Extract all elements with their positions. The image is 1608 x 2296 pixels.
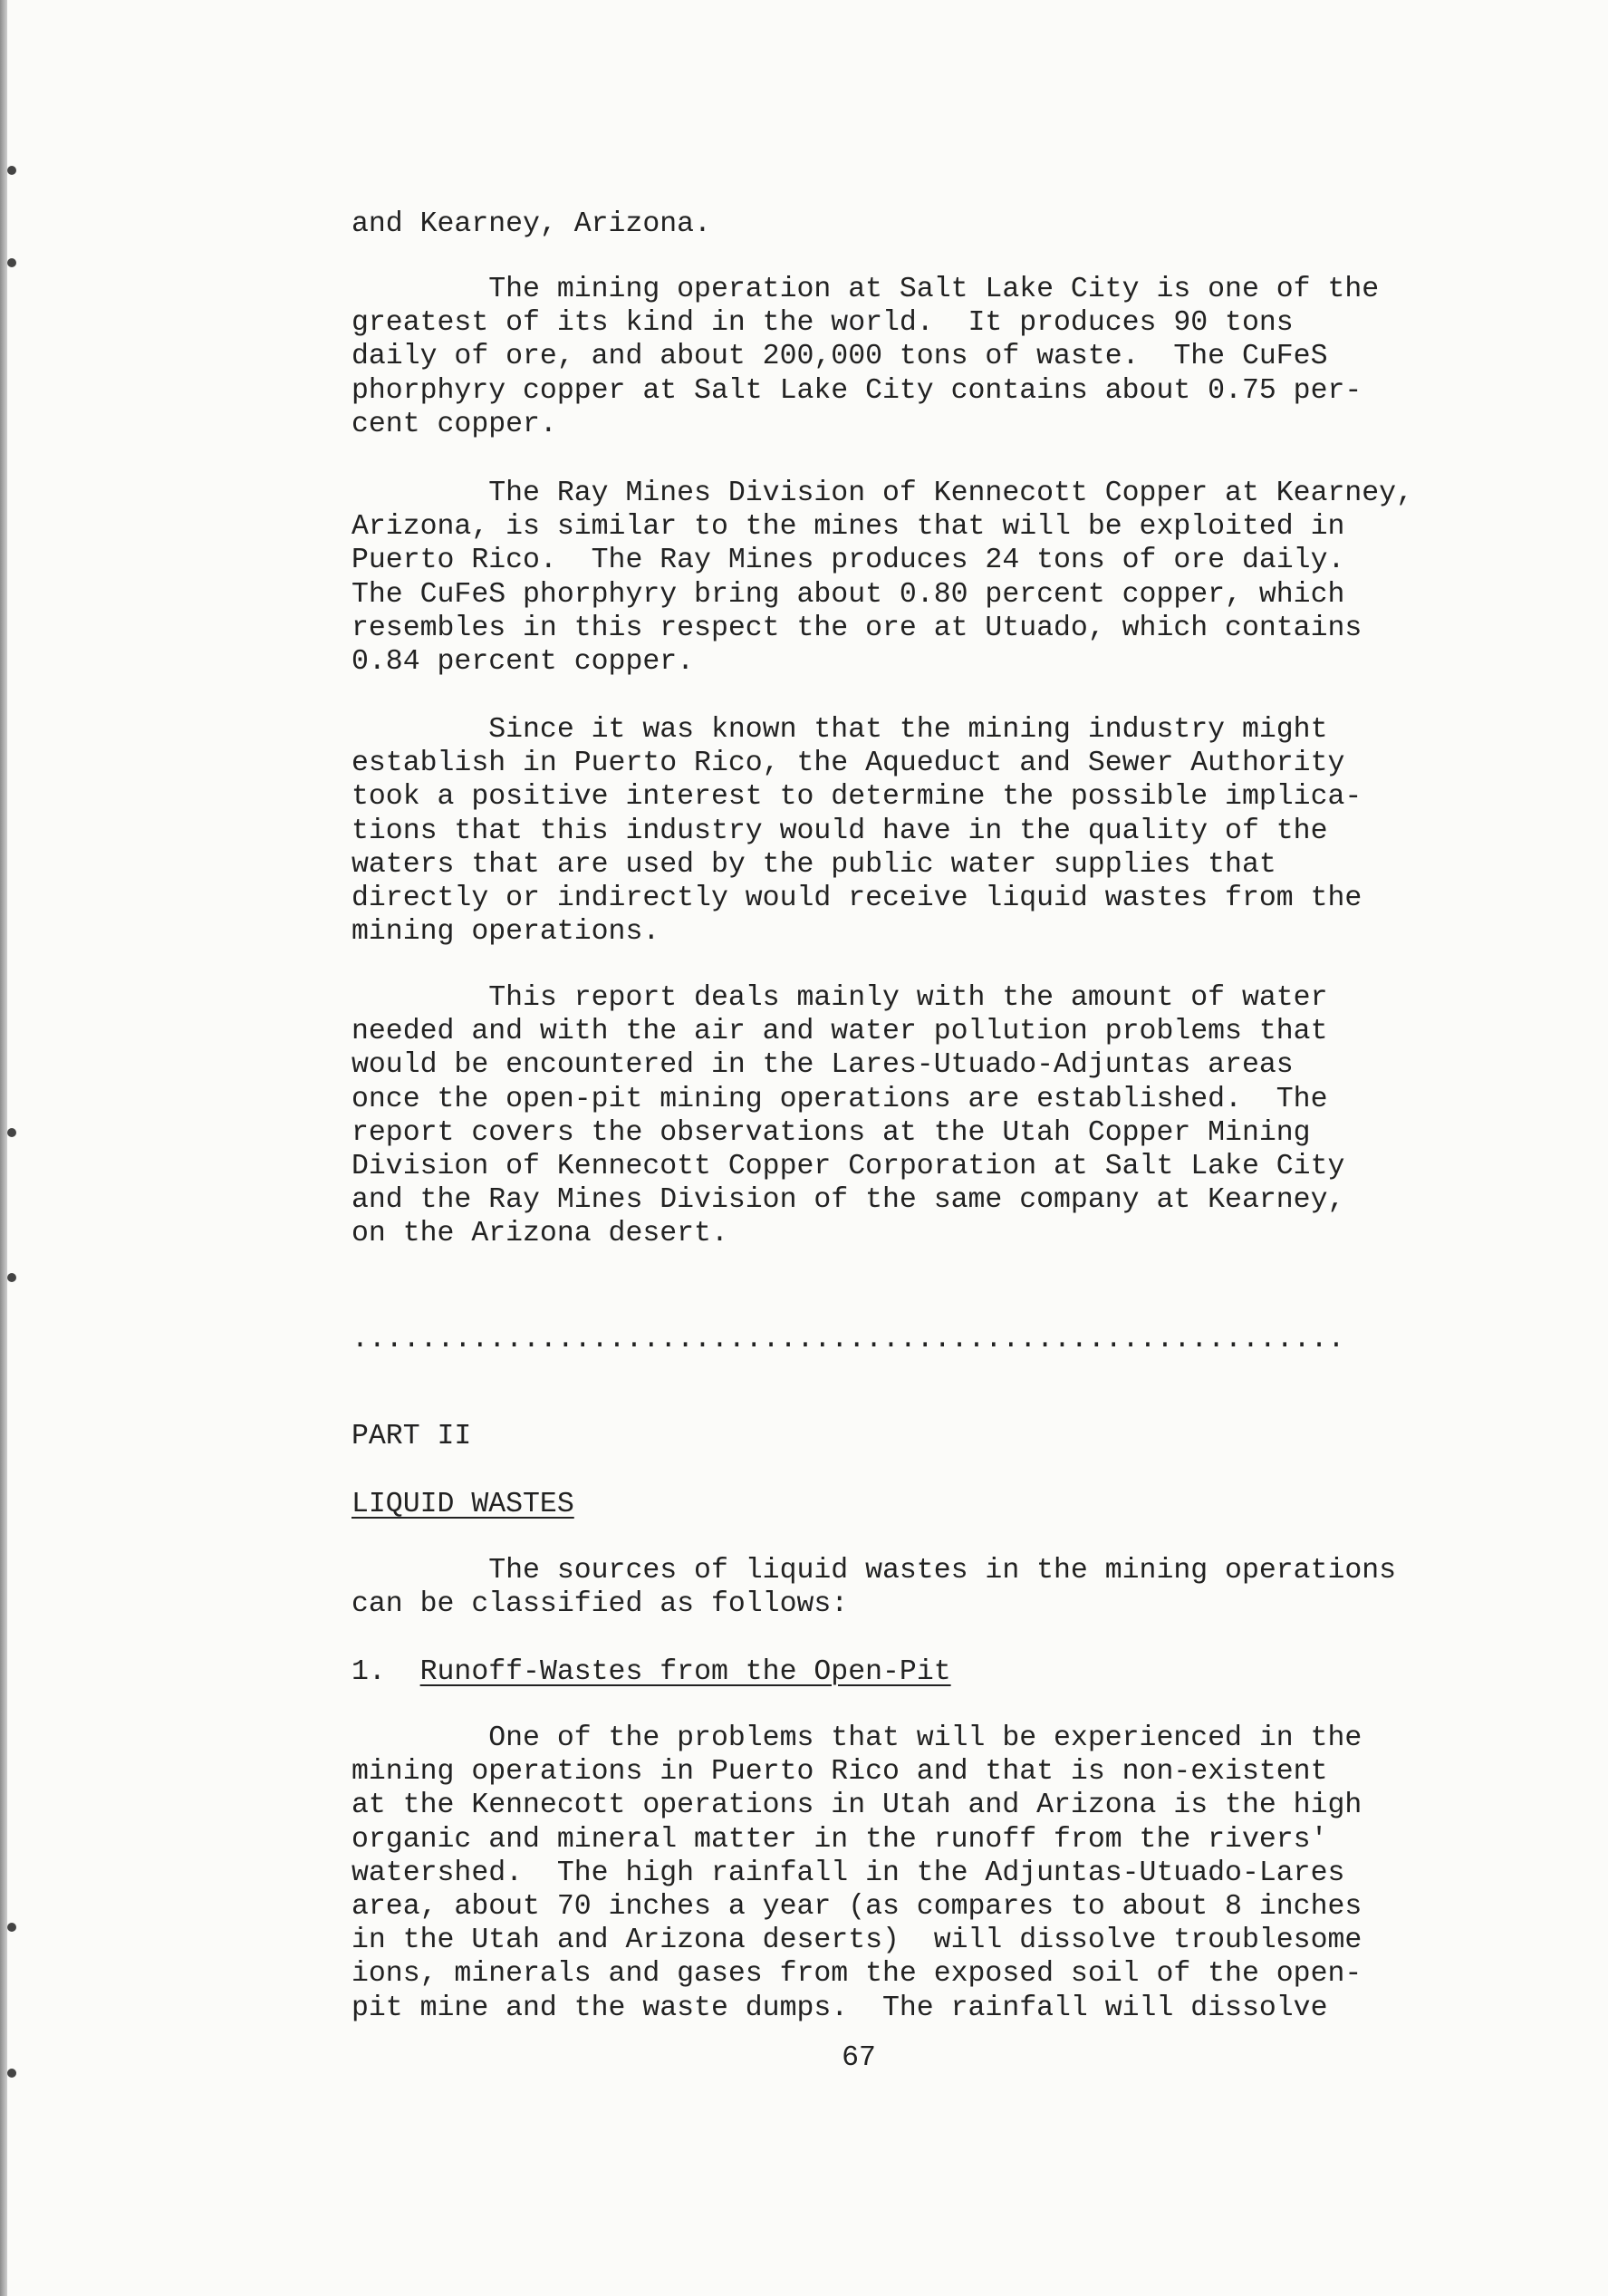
binding-hole-mark — [7, 2069, 16, 2078]
dotted-separator: .......................................................... — [351, 1324, 1345, 1355]
binding-hole-mark — [7, 1128, 16, 1137]
list-item-title: Runoff-Wastes from the Open-Pit — [419, 1656, 951, 1688]
paragraph: The sources of liquid wastes in the mining operations can be classified as follows: — [351, 1555, 1397, 1621]
binding-hole-mark — [7, 166, 16, 175]
binding-hole-mark — [7, 1273, 16, 1282]
part-heading: PART II — [351, 1421, 472, 1452]
section-heading: LIQUID WASTES — [351, 1489, 574, 1520]
page-number: 67 — [842, 2042, 876, 2074]
paragraph: One of the problems that will be experienced in the mining operations in Puerto Rico and that is non-existent at the Kennecott operations in Utah and Arizona is the high organic and mineral matter in the runoff from the rivers' watershed. The high rainfall in the Adjuntas-Utuado-Lares area, about 70 inches a year (as compares to about 8 inches in the Utah and Arizona deserts) will dissolve troublesome ions, minerals and gases from the exposed soil of the open- pit mine and the waste dumps. The rainfall will dissolve — [351, 1722, 1362, 2024]
list-item-heading — [351, 1655, 951, 1689]
paragraph: This report deals mainly with the amount of water needed and with the air and water pollution problems that would be encountered in the Lares-Utuado-Adjuntas areas once the open-pit mining operations are established. The report covers the observations at the Utah Copper Mining Division of Kennecott Copper Corporation at Salt Lake City and the Ray Mines Division of the same company at Kearney, on the Arizona desert. — [351, 982, 1345, 1250]
paragraph: Since it was known that the mining industry might establish in Puerto Rico, the Aqueduct and Sewer Authority took a positive interest to determine the possible implica- tions that this industry would have in the quality of the waters that are used by the public water supplies that directly or indirectly would receive liquid wastes from the mining operations. — [351, 714, 1362, 949]
continuation-line: and Kearney, Arizona. — [351, 208, 711, 240]
binding-hole-mark — [7, 258, 16, 267]
paragraph: The mining operation at Salt Lake City is one of the greatest of its kind in the world. It produces 90 tons daily of ore, and about 200,000 tons of waste. The CuFeS phorphyry copper at Salt Lake City contains about 0.75 per- cent copper. — [351, 274, 1380, 440]
binding-hole-mark — [7, 1923, 16, 1932]
paragraph: The Ray Mines Division of Kennecott Copper at Kearney, Arizona, is similar to the mines that will be exploited in Puerto Rico. The Ray Mines produces 24 tons of ore daily. The CuFeS phorphyry bring about 0.80 percent copper, which resembles in this respect the ore at Utuado, which contains 0.84 percent copper. — [351, 478, 1413, 679]
list-item-number: 1. — [351, 1656, 386, 1688]
binding-edge — [0, 0, 7, 2296]
